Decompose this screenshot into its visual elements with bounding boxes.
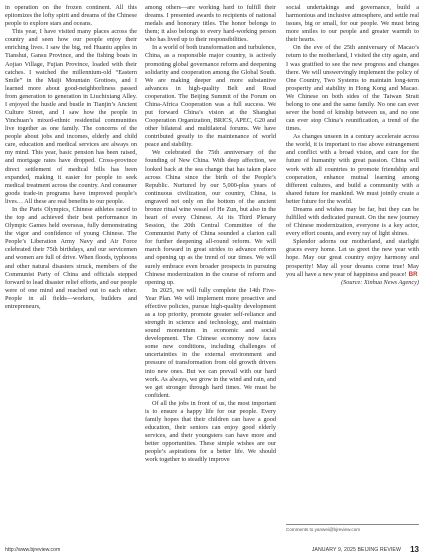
comments-email: Comments to yanwei@bjreview.com — [286, 524, 419, 532]
paragraph — [145, 149, 276, 286]
paragraph — [286, 238, 419, 278]
paragraph — [286, 133, 419, 206]
paragraph-text: This year, I have visited many places across the country and seen how our people enjoy their enriching lives. I saw the big, red Huaniu apples in Tianshui, Gansu Province, and the fishing boats in Aojiao Village, Fujian Province, loaded with their catches. I watched the millennium-old “Eastern Smile” in the Maiji Mountain Grottoes, and I learned more about good-neighborliness passed from generation to generation in Liuchixiang Alley. I enjoyed the hustle and bustle in Tianjin’s Ancient Culture Street, and I saw how the people in Yinchuan’s mixed-ethnic residential communities live together as one family. The concerns of the people about jobs and incomes, elderly and child care, education and medical services are always on my mind. This year, basic pension has been raised, and mortgage rates have dropped. Cross-province direct settlement of medical bills has been expanded, making it easier for people to seek medical treatment across the country. And consumer goods trade-in programs have improved people’s lives… All these are real benefits to our people. — [5, 28, 137, 205]
paragraph-text: On the eve of the 25th anniversary of Macao’s return to the motherland, I visited the city again, and I was gratified to see the new progress and changes there. We will unswervingly implement the policy of One Country, Two Systems to maintain long-term prosperity and stability in Hong Kong and Macao. We Chinese on both sides of the Taiwan Strait belong to one and the same family. No one can ever sever the bond of kinship between us, and no one can ever stop China’s reunification, a trend of the times. — [286, 44, 419, 133]
paragraph-text: in operation on the frozen continent. All this epitomizes the lofty spirit and dreams of the Chinese people to explore stars and oceans. — [5, 4, 137, 28]
paragraph-text: Of all the jobs in front of us, the most important is to ensure a happy life for our people. Every family hopes that their children can have a good education, their seniors can enjoy good elderly services, and their youngsters can have more and better opportunities. These simple wishes are our people’s aspirations for a better life. We should work together to steadily improve — [145, 399, 276, 464]
source-credit: (Source: Xinhua News Agency) — [341, 278, 419, 286]
column-2 — [145, 4, 276, 464]
footer-url[interactable]: http://www.bjreview.com — [5, 547, 61, 553]
paragraph — [286, 206, 419, 238]
page-footer — [0, 544, 427, 558]
paragraph-text: Dreams and wishes may be far, but they can be fulfilled with dedicated pursuit. On the new journey of Chinese modernization, everyone is a key actor, every effort counts, and every ray of light shines. — [286, 205, 419, 238]
paragraph-text: We celebrated the 75th anniversary of the founding of New China. With deep affection, we looked back at the sea change that has taken place across China since the birth of the People’s Republic. Nurtured by our 5,000-plus years of continuous civilization, our country, China, is engraved not only on the bottom of the ancient bronze ritual wine vessel of He Zun, but also in the heart of every Chinese. At its Third Plenary Session, the 20th Central Committee of the Communist Party of China sounded a clarion call for further deepening all-round reform. We will march forward in great strides to advance reform and opening up as the trend of our times. We will surely embrace even broader prospects in pursuing Chinese modernization in the course of reform and opening up. — [145, 149, 276, 286]
paragraph — [5, 4, 137, 28]
footer-issue: JANUARY 9, 2025 BEIJING REVIEW — [311, 547, 401, 553]
paragraph-text: Splendor adorns our motherland, and starlight graces every home. Let us greet the new year with hope. May our great country enjoy harmony and prosperity! May all your dreams come true! May you all have a new year of happiness and peace! — [286, 238, 419, 278]
paragraph-text: In the Paris Olympics, Chinese athletes raced to the top and achieved their best performance in Olympic Games held overseas, fully demonstrating the vigor and confidence of young Chinese. The People’s Liberation Army Navy and Air Force celebrated their 75th birthdays, and our servicemen and women are full of drive. When floods, typhoons and other natural disasters struck, members of the Communist Party of China and officials stepped forward to lead disaster relief efforts, and our people were of one mind and reached out to each other. People in all fields—workers, builders and entrepreneurs, — [5, 205, 137, 310]
paragraph — [145, 287, 276, 400]
paragraph — [286, 44, 419, 133]
paragraph — [145, 400, 276, 465]
column-3 — [286, 4, 419, 287]
paragraph — [286, 4, 419, 44]
end-mark-logo: BR — [408, 270, 418, 278]
paragraph-text: As changes unseen in a century accelerate across the world, it is important to rise above estrangement and conflict with a broad vision, and care for the future of humanity with great passion. China will work with all countries to promote friendship and cooperation, enhance mutual learning among different cultures, and build a community with a shared future for mankind. We must jointly create a better future for the world. — [286, 133, 419, 205]
paragraph-text: In 2025, we will fully complete the 14th Five-Year Plan. We will implement more proactive and effective policies, pursue high-quality development as a top priority, promote greater self-reliance and strength in science and technology, and maintain sound momentum in economic and social development. The Chinese economy now faces some new conditions, including challenges of uncertainties in the external environment and pressure of transformation from old growth drivers into new ones. But we can prevail with our hard work. As always, we grow in the wind and rain, and we get stronger through hard times. We must be confident. — [145, 286, 276, 399]
paragraph — [5, 28, 137, 206]
paragraph-text: social undertakings and governance, build a harmonious and inclusive atmosphere, and settle real issues, big or small, for our people. We must bring more smiles to our people and greater warmth to their hearts. — [286, 4, 419, 44]
paragraph — [145, 4, 276, 44]
column-1 — [5, 4, 137, 311]
paragraph — [145, 44, 276, 149]
paragraph-text: among others—are working hard to fulfill their dreams. I presented awards to recipients of national medals and honorary titles. The honor belongs to them; it also belongs to every hard-working person who has lived up to their responsibilities. — [145, 4, 276, 44]
paragraph-text: In a world of both transformation and turbulence, China, as a responsible major country, is actively promoting global governance reform and deepening solidarity and cooperation among the Global South. We are making deeper and more substantive advances in high-quality Belt and Road cooperation. The Beijing Summit of the Forum on China-Africa Cooperation was a full success. We put forward China’s vision at the Shanghai Cooperation Organization, BRICS, APEC, G20 and other bilateral and multilateral forums. We have contributed greatly to the maintenance of world peace and stability. — [145, 44, 276, 149]
page-number: 13 — [410, 545, 419, 554]
paragraph — [5, 206, 137, 311]
